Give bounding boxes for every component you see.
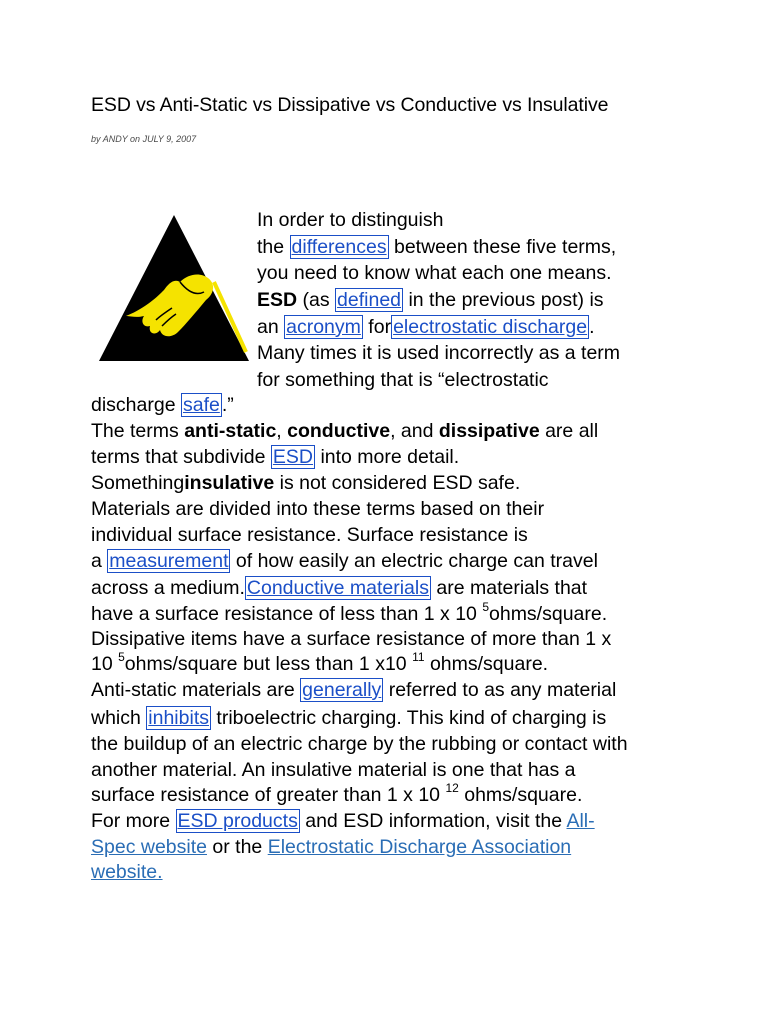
text-line: Somethinginsulative is not considered ESD safe.	[91, 472, 521, 494]
link-measurement[interactable]: measurement	[109, 550, 229, 572]
link-esd[interactable]: ESD	[272, 446, 314, 468]
text-line: For more ESD products and ESD information, visit the All-	[91, 810, 595, 832]
text-line: surface resistance of greater than 1 x 10 $^{12}$ ohms/square.	[91, 781, 583, 806]
text-line: you need to know what each one means.	[257, 262, 612, 284]
text-line: Dissipative items have a surface resistance of more than 1 x	[91, 628, 612, 650]
link-defined[interactable]: defined	[337, 289, 402, 311]
text-line	[91, 859, 163, 885]
byline-on: on	[130, 134, 141, 144]
text-line: an acronym for electrostatic discharge .	[257, 316, 595, 338]
text-line: discharge safe .”	[91, 394, 234, 416]
text-line: terms that subdivide ESD into more detail.	[91, 446, 460, 468]
text-line: across a medium. Conductive materials are materials that	[91, 577, 588, 599]
text-line: which inhibits triboelectric charging. This kind of charging is	[91, 707, 607, 729]
link-safe[interactable]: safe	[182, 394, 220, 416]
byline-date: JULY 9, 2007	[142, 134, 197, 144]
text-line: Anti-static materials are generally referred to as any material	[91, 679, 617, 701]
link-differences[interactable]: differences	[291, 236, 387, 258]
link-inhibits[interactable]: inhibits	[148, 707, 209, 729]
text-line: the buildup of an electric charge by the rubbing or contact with	[91, 733, 628, 755]
text-line: Spec website or the Electrostatic Discharge Association	[91, 836, 572, 858]
link-spec-website[interactable]: Spec website	[91, 836, 207, 858]
text-line: another material. An insulative material is one that has a	[91, 759, 576, 781]
text-line: a measurement of how easily an electric charge can travel	[91, 550, 598, 572]
text-line: individual surface resistance. Surface resistance is	[91, 524, 528, 546]
link-esd-association[interactable]: Electrostatic Discharge Association	[267, 836, 572, 858]
text-line: ESD (as defined in the previous post) is	[257, 289, 604, 311]
text-line: have a surface resistance of less than 1 x 10 $^5$ohms/square.	[91, 600, 608, 625]
byline	[91, 134, 196, 144]
link-conductive-materials[interactable]: Conductive materials	[246, 577, 429, 599]
article-title: ESD vs Anti-Static vs Dissipative vs Conductive vs Insulative	[91, 94, 609, 116]
link-electrostatic-discharge[interactable]: electrostatic discharge	[393, 316, 588, 338]
link-generally[interactable]: generally	[302, 679, 382, 701]
text-line: 10 $^5$ohms/square but less than 1 x10 $^{11}$ ohms/square.	[91, 650, 549, 675]
link-esd-association-website[interactable]: website.	[91, 861, 163, 883]
text-line: The terms anti-static, conductive, and dissipative are all	[91, 420, 599, 442]
byline-author[interactable]: ANDY	[102, 134, 128, 144]
esd-warning-hand-icon	[96, 212, 252, 364]
text-line: the differences between these five terms,	[257, 236, 617, 258]
byline-by: by	[91, 134, 101, 144]
link-acronym[interactable]: acronym	[286, 316, 361, 338]
link-esd-products[interactable]: ESD products	[177, 810, 298, 832]
text-line: In order to distinguish	[257, 209, 444, 231]
text-line: Materials are divided into these terms based on their	[91, 498, 545, 520]
text-line: for something that is “electrostatic	[257, 369, 549, 391]
link-all-spec[interactable]: All-	[566, 810, 595, 832]
text-line: Many times it is used incorrectly as a term	[257, 342, 621, 364]
